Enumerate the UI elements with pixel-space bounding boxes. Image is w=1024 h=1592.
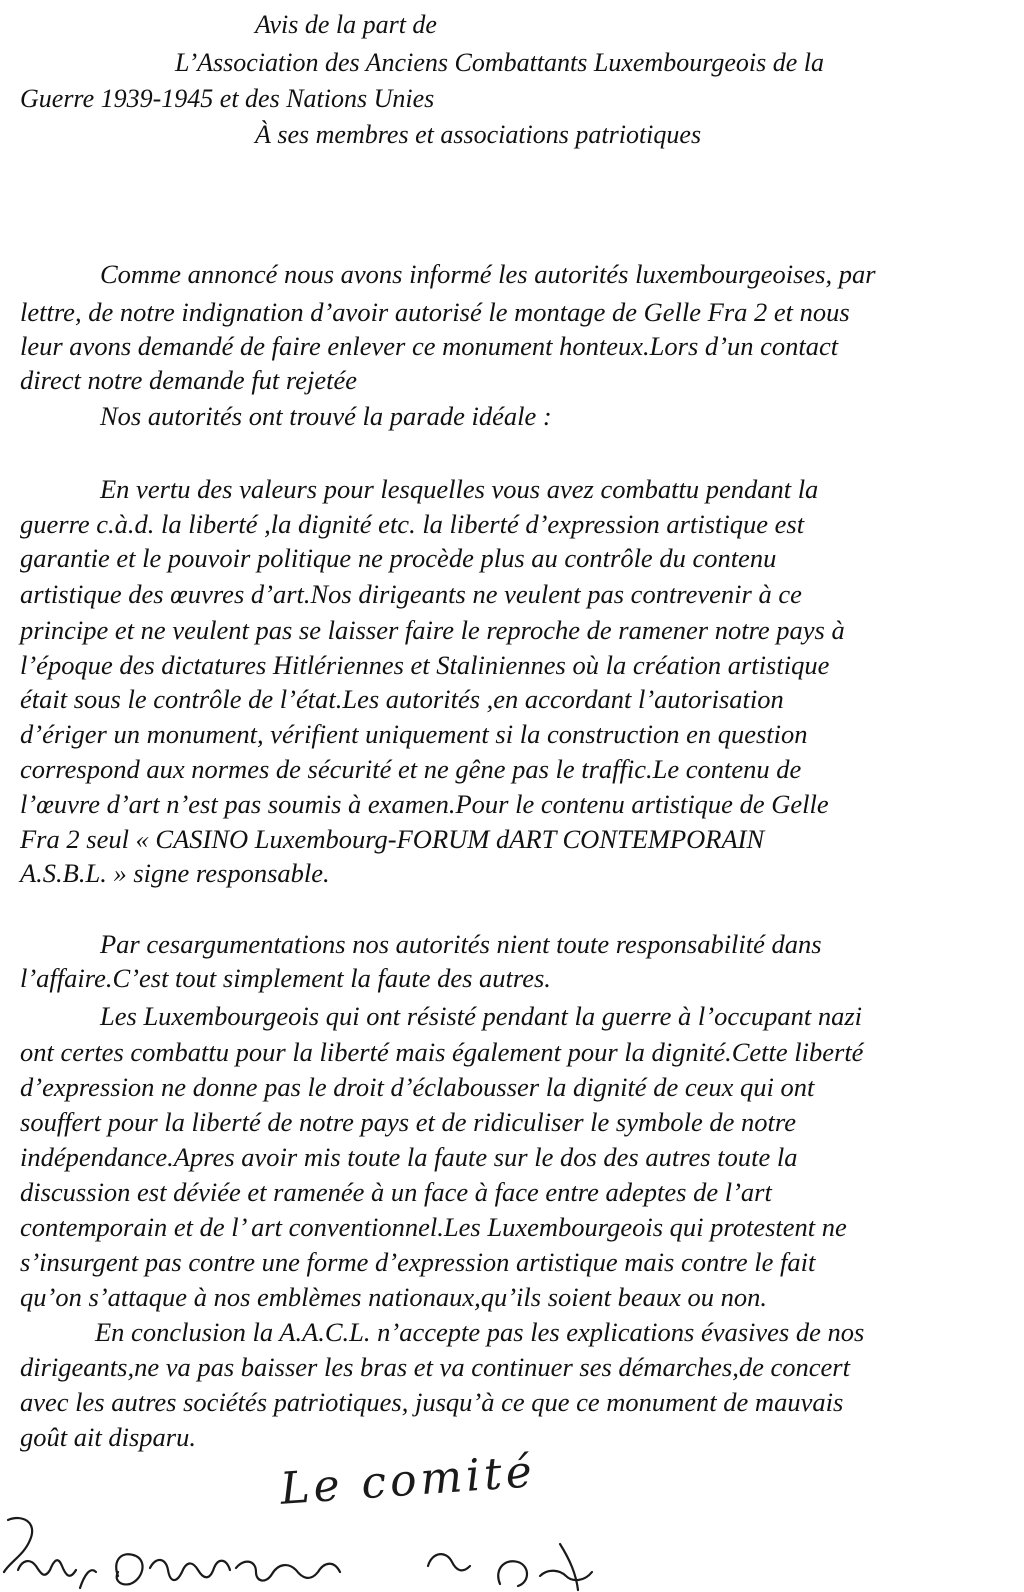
body-line: goût ait disparu. [20, 1422, 196, 1452]
body-line: qu’on s’attaque à nos emblèmes nationaux,qu’ils soient beaux ou non. [20, 1282, 768, 1312]
body-line: Comme annoncé nous avons informé les autorités luxembourgeoises, par [100, 259, 876, 289]
body-line: discussion est déviée et ramenée à un face à face entre adeptes de l’art [20, 1177, 772, 1207]
body-line: garantie et le pouvoir politique ne procède plus au contrôle du contenu [20, 543, 777, 573]
body-line: A.S.B.L. » signe responsable. [20, 858, 330, 888]
body-line: ont certes combattu pour la liberté mais également pour la dignité.Cette liberté [20, 1037, 864, 1067]
body-line: souffert pour la liberté de notre pays et de ridiculiser le symbole de notre [20, 1107, 796, 1137]
body-line: d’expression ne donne pas le droit d’éclabousser la dignité de ceux qui ont [20, 1072, 815, 1102]
body-line: lettre, de notre indignation d’avoir autorisé le montage de Gelle Fra 2 et nous [20, 297, 850, 327]
body-line: En conclusion la A.A.C.L. n’accepte pas les explications évasives de nos [95, 1317, 865, 1347]
body-line: direct notre demande fut rejetée [20, 365, 358, 395]
body-line: indépendance.Apres avoir mis toute la faute sur le dos des autres toute la [20, 1142, 798, 1172]
body-line: dirigeants,ne va pas baisser les bras et va continuer ses démarches,de concert [20, 1352, 850, 1382]
body-line: était sous le contrôle de l’état.Les autorités ,en accordant l’autorisation [20, 684, 784, 714]
body-line: Fra 2 seul « CASINO Luxembourg-FORUM dART CONTEMPORAIN [20, 824, 765, 854]
body-line: s’insurgent pas contre une forme d’expression artistique mais contre le fait [20, 1247, 816, 1277]
body-line: guerre c.à.d. la liberté ,la dignité etc. la liberté d’expression artistique est [20, 509, 805, 539]
header-line: Guerre 1939-1945 et des Nations Unies [20, 84, 435, 113]
body-line: Par cesargumentations nos autorités nient toute responsabilité dans [100, 929, 822, 959]
body-line: correspond aux normes de sécurité et ne gêne pas le traffic.Le contenu de [20, 754, 802, 784]
body-line: leur avons demandé de faire enlever ce monument honteux.Lors d’un contact [20, 331, 839, 361]
body-line: En vertu des valeurs pour lesquelles vous avez combattu pendant la [100, 474, 819, 504]
body-line: principe et ne veulent pas se laisser faire le reproche de ramener notre pays à [20, 615, 845, 645]
body-line: l’époque des dictatures Hitlériennes et Staliniennes où la création artistique [20, 650, 830, 680]
body-line: contemporain et de l’ art conventionnel.Les Luxembourgeois qui protestent ne [20, 1212, 847, 1242]
header-line: Avis de la part de [255, 10, 437, 39]
body-line: l’œuvre d’art n’est pas soumis à examen.Pour le contenu artistique de Gelle [20, 789, 829, 819]
handwritten-signatures [0, 1500, 700, 1592]
body-line: Les Luxembourgeois qui ont résisté pendant la guerre à l’occupant nazi [100, 1001, 863, 1031]
header-line: L’Association des Anciens Combattants Luxembourgeois de la [175, 48, 824, 77]
body-line: d’ériger un monument, vérifient uniquement si la construction en question [20, 719, 808, 749]
body-line: avec les autres sociétés patriotiques, jusqu’à ce que ce monument de mauvais [20, 1387, 844, 1417]
handwritten-closing: Le comité [278, 1446, 538, 1515]
body-line: Nos autorités ont trouvé la parade idéale : [100, 401, 552, 431]
body-line: l’affaire.C’est tout simplement la faute des autres. [20, 963, 551, 993]
header-line: À ses membres et associations patriotiques [255, 120, 702, 149]
body-line: artistique des œuvres d’art.Nos dirigeants ne veulent pas contrevenir à ce [20, 579, 802, 609]
